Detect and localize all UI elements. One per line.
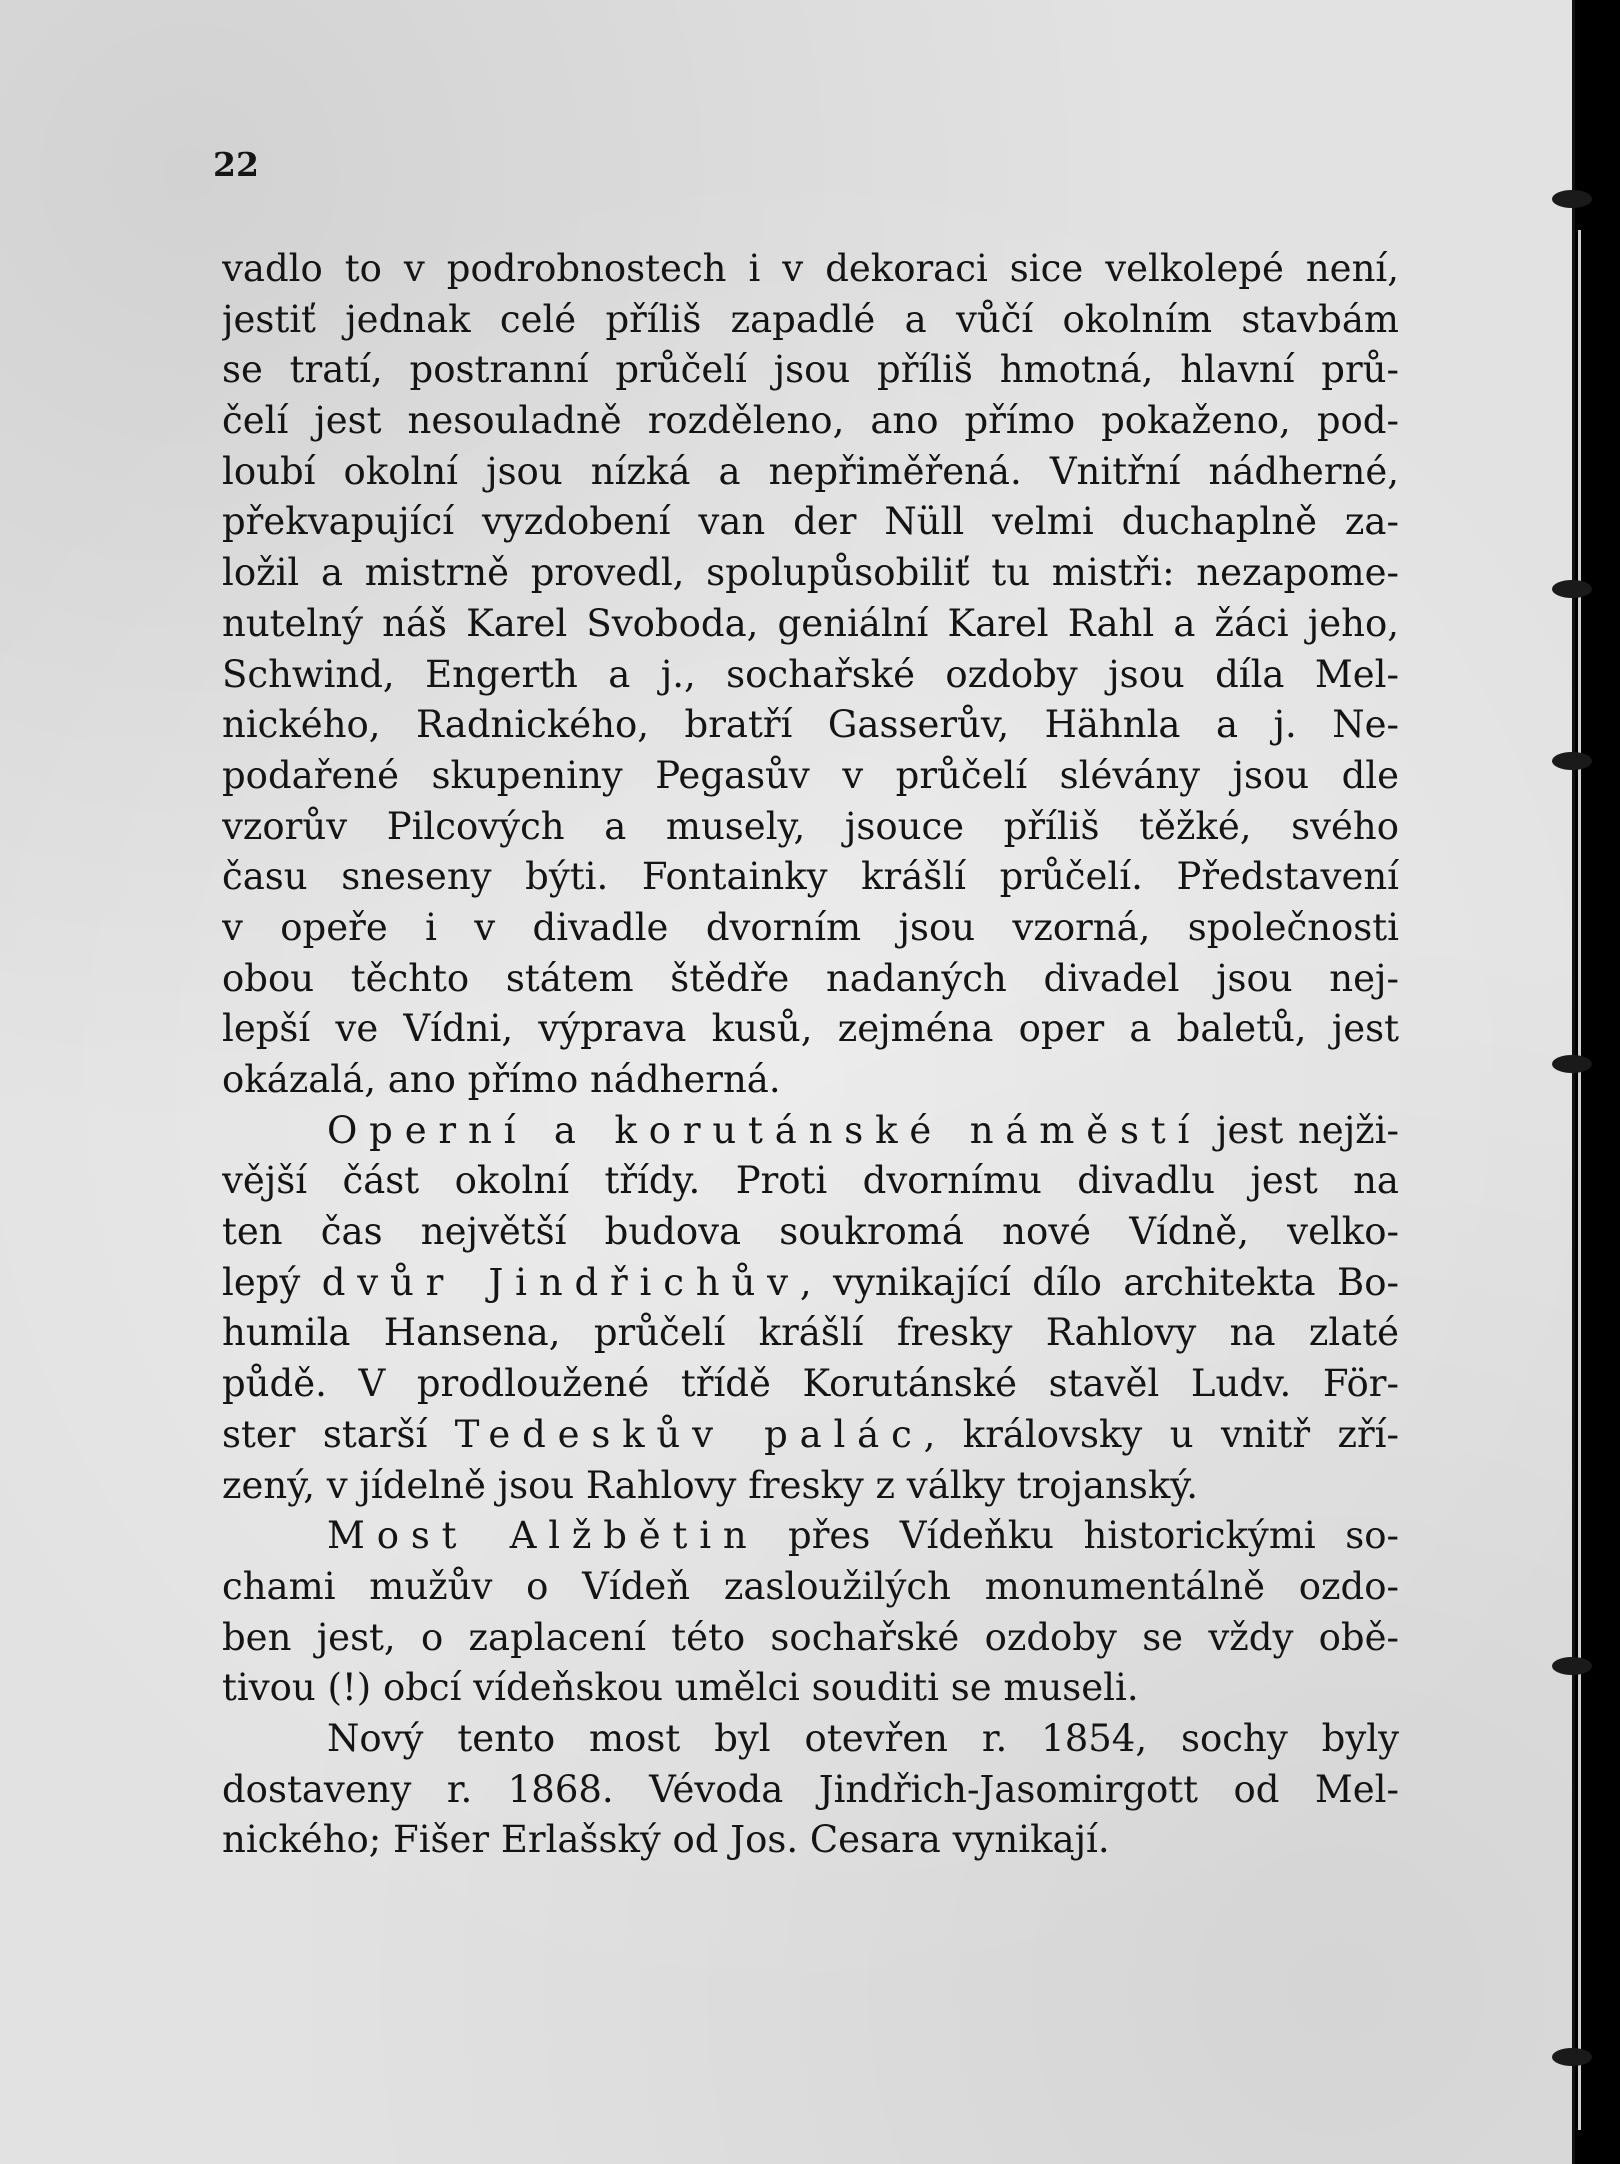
paragraph-end-line: okázalá, ano přímo nádherná. — [222, 1058, 781, 1101]
text-line: loubí okolní jsou nízká a nepřiměřená. Vnitřní nádherné, — [222, 449, 1399, 493]
text-line: dostaveny r. 1868. Vévoda Jindřich-Jasomirgott od Mel- — [222, 1767, 1399, 1811]
emphasis: dvůr Jindřichův — [321, 1260, 800, 1304]
text-line: jestiť jednak celé příliš zapadlé a vůčí okolním stavbám — [222, 297, 1399, 341]
text-line: Nový tento most byl otevřen r. 1854, sochy byly — [327, 1716, 1399, 1760]
paragraph-end-line: zený, v jídelně jsou Rahlovy fresky z války trojanský. — [222, 1463, 1199, 1507]
text-line: se tratí, postranní průčelí jsou příliš hmotná, hlavní prů- — [222, 348, 1399, 392]
text-line: Operní a korutánské náměstí jest nejži- — [327, 1108, 1399, 1152]
binding-mark — [1552, 2048, 1592, 2066]
text-line: lepý dvůr Jindřichův, vynikající dílo architekta Bo- — [222, 1260, 1399, 1304]
text-line: obou těchto státem štědře nadaných divadel jsou nej- — [222, 956, 1399, 1000]
paragraph-end-line: tivou (!) obcí vídeňskou umělci souditi se museli. — [222, 1666, 1139, 1710]
binding-mark — [1552, 580, 1592, 598]
text-line: vzorův Pilcových a musely, jsouce příliš těžké, svého — [222, 804, 1399, 848]
text-line: humila Hansena, průčelí krášlí fresky Rahlovy na zlaté — [222, 1311, 1399, 1355]
body-text — [222, 244, 1399, 1866]
text-line: vější část okolní třídy. Proti dvornímu divadlu jest na — [222, 1159, 1399, 1203]
book-spine — [1575, 0, 1620, 2164]
text-line: vadlo to v podrobnostech i v dekoraci sice velkolepé není, — [222, 247, 1399, 290]
paragraph-end-line: nického; Fišer Erlašský od Jos. Cesara vynikají. — [222, 1818, 1110, 1862]
text-line: času sneseny býti. Fontainky krášlí průčelí. Představení — [222, 855, 1399, 899]
emphasis: Operní a korutánské náměstí — [327, 1108, 1202, 1152]
text-line: půdě. V prodloužené třídě Korutánské stavěl Ludv. För- — [222, 1362, 1399, 1406]
text-line: lepší ve Vídni, výprava kusů, zejména oper a baletů, jest — [222, 1007, 1399, 1051]
emphasis: Most Alžbětin — [327, 1514, 759, 1558]
binding-mark — [1552, 190, 1592, 208]
text-line: čelí jest nesouladně rozděleno, ano přímo pokaženo, pod- — [222, 399, 1399, 443]
text-line: Schwind, Engerth a j., sochařské ozdoby jsou díla Mel- — [222, 652, 1399, 696]
binding-mark — [1552, 1657, 1592, 1675]
text-line: nutelný náš Karel Svoboda, geniální Karel Rahl a žáci jeho, — [222, 601, 1399, 645]
text-line: chami mužův o Vídeň zasloužilých monumentálně ozdo- — [222, 1564, 1399, 1608]
text-line: ložil a mistrně provedl, spolupůsobiliť tu mistři: nezapome- — [222, 551, 1399, 595]
text-line: ster starší Tedeskův palác, královsky u vnitř zří- — [222, 1412, 1399, 1456]
binding-mark — [1552, 1055, 1592, 1073]
text-line: nického, Radnického, bratří Gasserův, Hähnla a j. Ne- — [222, 703, 1399, 747]
page-number: 22 — [213, 145, 259, 184]
text-line: ben jest, o zaplacení této sochařské ozdoby se vždy obě- — [222, 1615, 1399, 1659]
text-line: ten čas největší budova soukromá nové Vídně, velko- — [222, 1210, 1399, 1254]
text-line: podařené skupeniny Pegasův v průčelí slévány jsou dle — [222, 753, 1399, 797]
text-line: Most Alžbětin přes Vídeňku historickými so- — [327, 1514, 1399, 1558]
text-line: v opeře i v divadle dvorním jsou vzorná, společnosti — [222, 905, 1399, 949]
emphasis: Tedeskův palác — [454, 1412, 924, 1456]
text-line: překvapující vyzdobení van der Nüll velmi duchaplně za- — [222, 500, 1399, 544]
margin-rule — [1578, 230, 1581, 2130]
binding-mark — [1552, 752, 1592, 770]
